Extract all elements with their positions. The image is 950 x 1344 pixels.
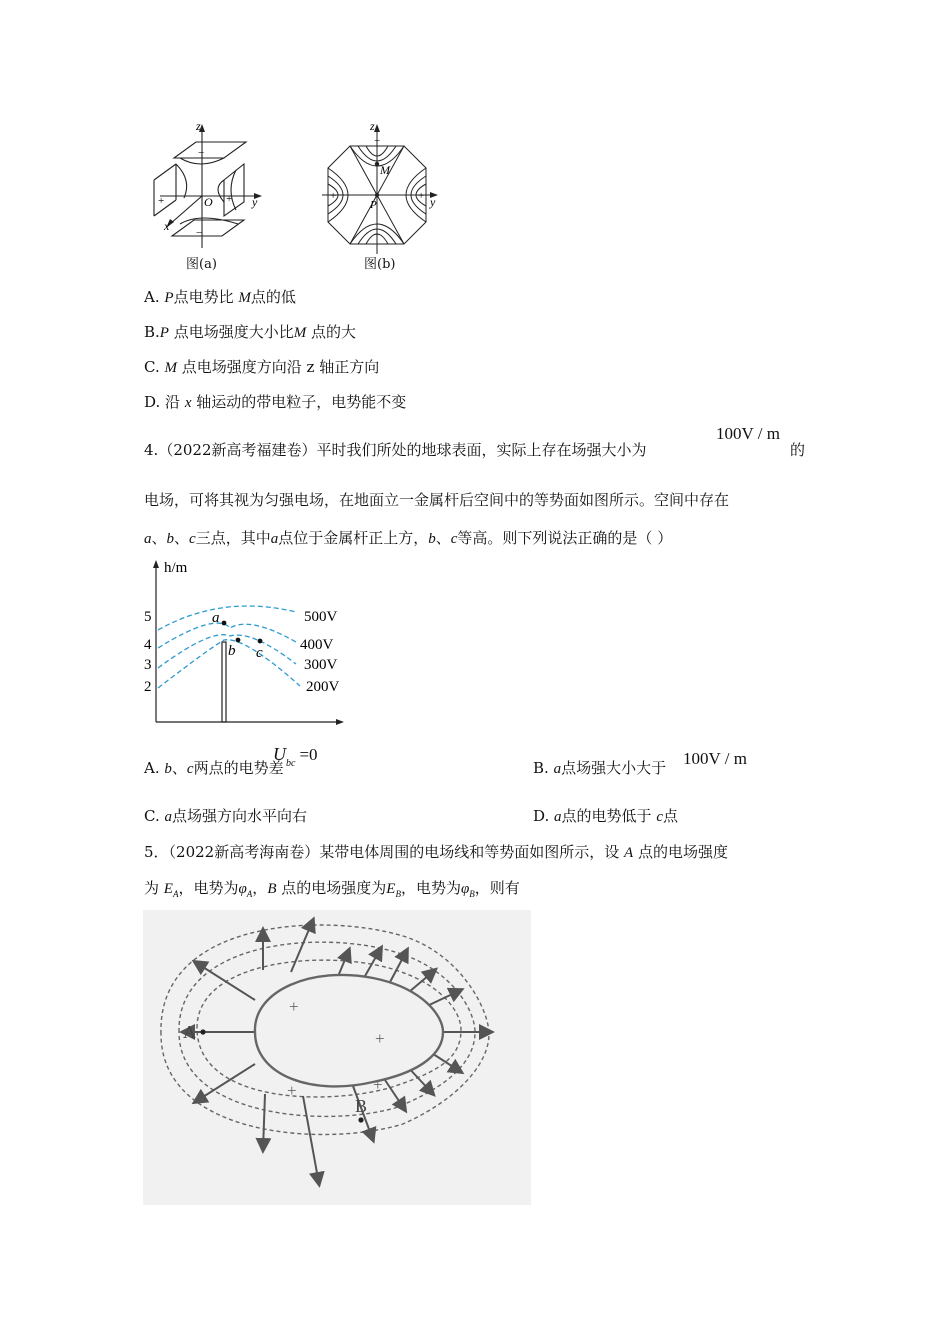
fig-a-origin: O bbox=[204, 195, 213, 209]
q5-plus-1: + bbox=[289, 997, 299, 1016]
q3-option-b: B.P 点电场强度大小比M 点的大 bbox=[144, 323, 357, 341]
chart-tick-5: 5 bbox=[144, 609, 152, 625]
fig-b-caption: 图(b) bbox=[364, 257, 396, 272]
chart-y-label: h/m bbox=[164, 560, 188, 576]
chart-point-a bbox=[222, 621, 227, 626]
equipotential-400v bbox=[158, 623, 296, 648]
fig-b-plus-left: + bbox=[330, 190, 337, 202]
q4-stem-line1: 4.（2022新高考福建卷）平时我们所处的地球表面，实际上存在场强大小为 bbox=[144, 441, 647, 459]
figure-a bbox=[140, 118, 280, 273]
q5-stem-line2: 为 $E_A$，电势为$\varphi_A$，B 点的电场强度为$E_B$，电势为$\varphi_B$，则有 bbox=[144, 879, 520, 899]
q5-label-b: B bbox=[355, 1096, 368, 1116]
fig-a-axis-y: y bbox=[252, 195, 258, 209]
fig-a-axis-z: z bbox=[196, 119, 201, 133]
chart-label-200v: 200V bbox=[306, 679, 340, 695]
q4-option-d: D. a点的电势低于 c点 bbox=[533, 807, 679, 825]
chart-label-300v: 300V bbox=[304, 657, 338, 673]
q5-stem-line1: 5．（2022新高考海南卷）某带电体周围的电场线和等势面如图所示，设 A 点的电场强度 bbox=[144, 843, 728, 861]
fig-b-minus-top: − bbox=[374, 135, 381, 147]
q4-option-a: A. b、c两点的电势差 bbox=[144, 759, 284, 777]
q4-option-b: B. a点场强大小大于 bbox=[533, 759, 667, 777]
fig-a-minus-top: − bbox=[198, 147, 205, 159]
q3-option-a: A. P点电势比 M点的低 bbox=[144, 288, 296, 306]
fig-b-axis-y: y bbox=[430, 195, 436, 209]
fig-b-point-m: M bbox=[380, 163, 390, 177]
q5-point-a bbox=[200, 1029, 205, 1034]
q3-option-c: C. M 点电场强度方向沿 z 轴正方向 bbox=[144, 358, 380, 376]
q5-plus-3: + bbox=[287, 1081, 297, 1100]
chart-label-500v: 500V bbox=[304, 609, 338, 625]
q5-field-figure bbox=[143, 910, 531, 1205]
q5-label-a: A bbox=[183, 1022, 196, 1042]
q4-stem-line1-end: 的 bbox=[790, 441, 806, 459]
chart-label-c: c bbox=[256, 645, 263, 661]
fig-b-plus-right: + bbox=[418, 190, 425, 202]
q5-plus-2: + bbox=[375, 1029, 385, 1048]
fig-a-plus-right: + bbox=[226, 193, 233, 205]
q3-option-d: D. 沿 x 轴运动的带电粒子，电势能不变 bbox=[144, 393, 407, 411]
chart-tick-2: 2 bbox=[144, 679, 152, 695]
q4-option-a-formula: $U_{bc} =0$ bbox=[273, 744, 318, 769]
q4-option-b-value: 100V / m bbox=[683, 749, 747, 768]
chart-tick-3: 3 bbox=[144, 657, 152, 673]
fig-b-minus-bottom: − bbox=[374, 229, 381, 241]
fig-a-caption: 图(a) bbox=[186, 257, 217, 272]
chart-point-b bbox=[236, 638, 241, 643]
q4-stem-line3: a、b、c三点，其中a点位于金属杆正上方，b、c等高。则下列说法正确的是（ ） bbox=[144, 529, 673, 547]
figure-b bbox=[318, 118, 448, 273]
q4-option-c: C. a点场强方向水平向右 bbox=[144, 807, 308, 825]
q5-point-b bbox=[358, 1117, 363, 1122]
q4-equipotential-chart bbox=[140, 556, 360, 728]
chart-tick-4: 4 bbox=[144, 637, 152, 653]
chart-label-400v: 400V bbox=[300, 637, 334, 653]
chart-label-b: b bbox=[228, 643, 236, 659]
metal-rod bbox=[222, 642, 226, 722]
q4-stem-line2: 电场，可将其视为匀强电场，在地面立一金属杆后空间中的等势面如图所示。空间中存在 bbox=[144, 491, 730, 509]
fig-a-minus-bottom: − bbox=[196, 227, 203, 239]
q4-field-value: 100V / m bbox=[716, 424, 780, 443]
fig-b-axis-z: z bbox=[370, 119, 375, 133]
chart-label-a: a bbox=[212, 610, 220, 626]
fig-b-point-p: P bbox=[370, 199, 377, 211]
equipotential-500v bbox=[158, 606, 296, 630]
q5-plus-4: + bbox=[373, 1075, 383, 1094]
chart-point-c bbox=[258, 639, 263, 644]
fig-a-plus-left: + bbox=[158, 195, 165, 207]
fig-a-axis-x: x bbox=[164, 219, 170, 233]
